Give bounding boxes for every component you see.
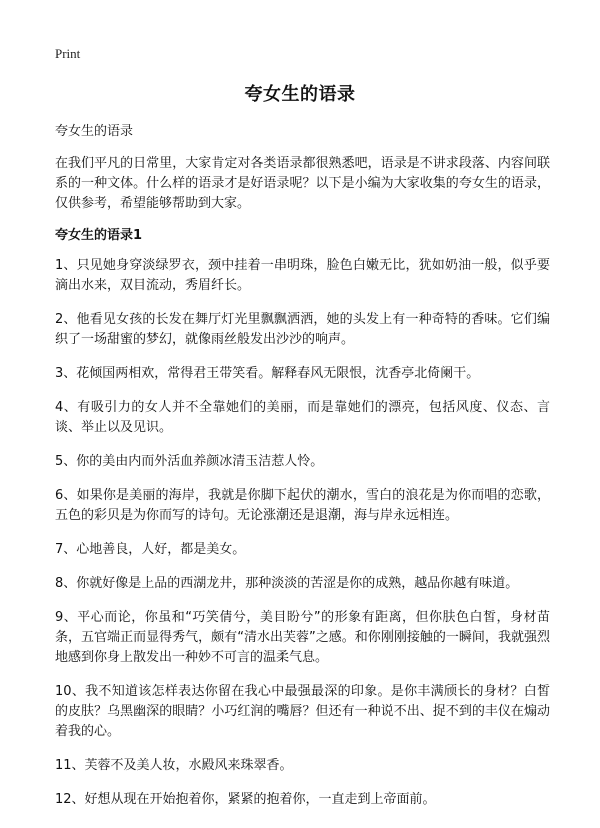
- article-body: [55, 122, 550, 824]
- quote-item: 11、芙蓉不及美人妆，水殿风来珠翠香。: [55, 758, 293, 773]
- page-title: 夸女生的语录: [244, 84, 356, 105]
- article-subtitle: 夸女生的语录: [55, 124, 134, 139]
- quote-item: 1、只见她身穿淡绿罗衣，颈中挂着一串明珠，脸色白嫩无比，犹如奶油一般，似乎要滴出水来，双目流动，秀眉纤长。: [55, 258, 550, 293]
- quote-item: 12、好想从现在开始抱着你，紧紧的抱着你，一直走到上帝面前。: [55, 792, 436, 807]
- print-link[interactable]: Print: [55, 46, 81, 61]
- quote-item: 6、如果你是美丽的海岸，我就是你脚下起伏的潮水，雪白的浪花是为你而唱的恋歌，五色的彩贝是为你而写的诗句。无论涨潮还是退潮，海与岸永远相连。: [55, 488, 550, 523]
- intro-paragraph: 在我们平凡的日常里，大家肯定对各类语录都很熟悉吧，语录是不讲求段落、内容间联系的一种文体。什么样的语录才是好语录呢？以下是小编为大家收集的夸女生的语录，仅供参考，希望能够帮助到大家。: [55, 156, 550, 211]
- quote-item: 7、心地善良，人好，都是美女。: [55, 542, 246, 557]
- quote-item: 5、你的美由内而外活血养颜冰清玉洁惹人怜。: [55, 454, 324, 469]
- quote-item: 8、你就好像是上品的西湖龙井，那种淡淡的苦涩是你的成熟，越品你越有味道。: [55, 576, 519, 591]
- section-heading: 夸女生的语录1: [55, 228, 143, 243]
- quote-item: 3、花倾国两相欢，常得君王带笑看。解释春风无限恨，沈香亭北倚阑干。: [55, 366, 480, 381]
- quote-item: 2、他看见女孩的长发在舞厅灯光里飘飘洒洒，她的头发上有一种奇特的香味。它们编织了一场甜蜜的梦幻，就像雨丝般发出沙沙的响声。: [55, 312, 550, 347]
- quote-item: 9、平心而论，你虽和“巧笑倩兮，美目盼兮”的形象有距离，但你肤色白皙，身材苗条，五官端正而显得秀气，颇有“清水出芙蓉”之感。和你刚刚接触的一瞬间，我就强烈地感到你身上散发出一种妙不可言的温柔气息。: [55, 610, 550, 665]
- quote-item: 4、有吸引力的女人并不全靠她们的美丽，而是靠她们的漂亮，包括风度、仪态、言谈、举止以及见识。: [55, 400, 550, 435]
- quote-item: 10、我不知道该怎样表达你留在我心中最强最深的印象。是你丰满颀长的身材？白皙的皮肤？乌黑幽深的眼睛？小巧红润的嘴唇？但还有一种说不出、捉不到的丰仪在煽动着我的心。: [55, 684, 550, 739]
